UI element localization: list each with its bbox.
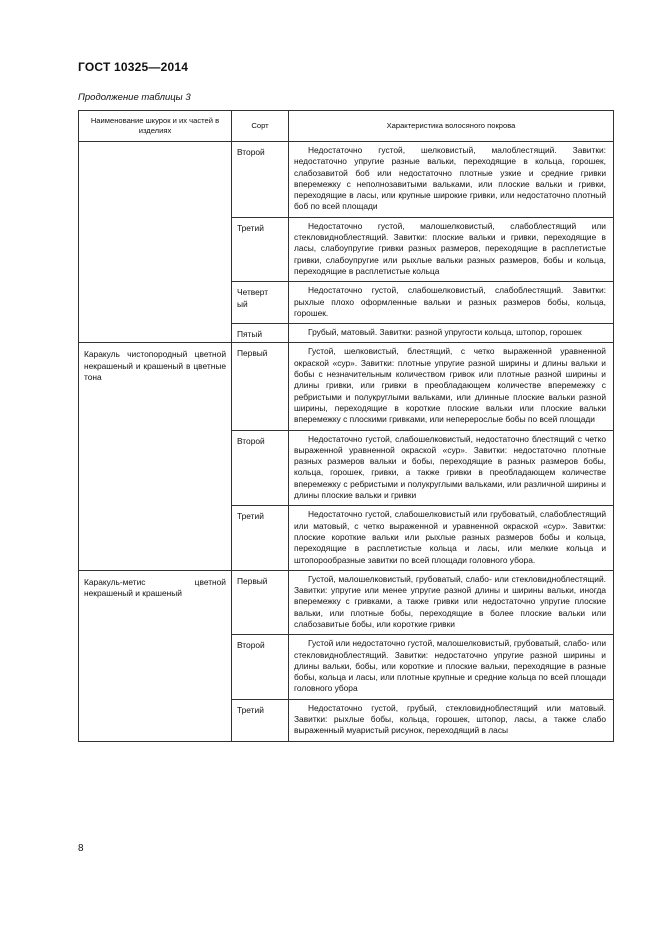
document-header: ГОСТ 10325—2014 (78, 60, 189, 74)
product-name-cell: Каракуль чистопородный цветной некрашеный и крашеный в цветные тона (79, 343, 232, 570)
description-cell: Недостаточно густой, грубый, стекловидноблестящий или матовый. Завитки: рыхлые бобы, кольца, горошек, штопор, ласы, а также слабо выраженный муаристый рисунок, переходящий в ласы (289, 699, 614, 741)
description-cell: Недостаточно густой, слабошелковистый, недостаточно блестящий с четко выраженной уравненной окраской «сур». Завитки: недостаточно плотные разных размеров вальки и бобы, переходящие в разных размеров бобы, кольца, горошек, гривки, а также гривки в преобладающем количестве вперемежку с ребристыми и полукруглыми вальками, или различной ширины и длины плоские вальки и гривки (289, 430, 614, 506)
grade-cell: Второй (232, 142, 289, 218)
grade-cell: Третий (232, 699, 289, 741)
description-cell: Густой, шелковистый, блестящий, с четко выраженной уравненной окраской «сур». Завитки: плотные упругие разной ширины и длины вальки и бобы с незначительным количеством гривок или плотные разной ширины и длины гривки, или гривки в преобладающем количестве вперемежку с ребристыми и полукруглыми вальками, или длинные плоские вальки разной ширины, переходящие в короткие плоские вальки или плоские вальки вперемежку с плоскими гривками, или неперерослые бобы по всей площади (289, 343, 614, 430)
grade-cell: Второй (232, 430, 289, 506)
product-name-cell: Каракуль-метис цветной некрашеный и крашеный (79, 570, 232, 741)
grade-cell: Пятый (232, 324, 289, 343)
description-cell: Недостаточно густой, слабошелковистый или грубоватый, слабоблестящий или матовый, с четко выраженной и уравненной окраской «сур». Завитки: плоские короткие вальки или рыхлые разных размеров бобы и кольца, переходящие в расплетистые кольца и ласы, или мелкие кольца и штопорообразные завитки по всей площади головного убора. (289, 506, 614, 570)
description-cell: Недостаточно густой, шелковистый, малоблестящий. Завитки: недостаточно упругие разные вальки, переходящие в кольца, горошек, слабозавитой боб или недостаточно плотные узкие и средние гривки вперемежку с неполнозавитыми вальками, или плоские вальки и гривки, переходящие в ласы, или крупные широкие гривки, или недостаточно плотный боб по всей площади (289, 142, 614, 218)
characteristics-table (78, 110, 614, 742)
grade-cell (232, 282, 289, 324)
description-cell: Густой, малошелковистый, грубоватый, слабо- или стекловидноблестящий. Завитки: упругие или менее упругие разной длины и ширины вальки, иногда вперемежку с гривками, а также гривки или недостаточно упругие плоские вальки, или плотные бобы, переходящие в более плоские вальки или слабозавитые бобы, или короткие гривки (289, 570, 614, 634)
description-cell: Недостаточно густой, слабошелковистый, слабоблестящий. Завитки: рыхлые плохо оформленные вальки и разных размеров бобы, кольца, горошек. (289, 282, 614, 324)
grade-cell: Второй (232, 635, 289, 699)
header-grade: Сорт (232, 111, 289, 142)
table-row (79, 570, 614, 634)
table-header-row (79, 111, 614, 142)
grade-cell: Третий (232, 217, 289, 281)
table-row (79, 343, 614, 430)
grade-cell: Третий (232, 506, 289, 570)
page-number: 8 (78, 843, 84, 854)
product-name-cell (79, 142, 232, 343)
description-cell: Грубый, матовый. Завитки: разной упругости кольца, штопор, горошек (289, 324, 614, 343)
header-characteristic: Характеристика волосяного покрова (289, 111, 614, 142)
description-cell: Густой или недостаточно густой, малошелковистый, грубоватый, слабо- или стекловидноблестящий. Завитки: недостаточно упругие разной ширины и длины вальки, бобы, или короткие и плоские вальки, переходящие в разные бобы, кольца и ласы, или плотные крупные и средние кольца по всей площади головного убора (289, 635, 614, 699)
grade-text: Четвертый (237, 287, 269, 309)
grade-cell: Первый (232, 570, 289, 634)
table-row (79, 142, 614, 218)
description-cell: Недостаточно густой, малошелковистый, слабоблестящий или стекловидноблестящий. Завитки: плоские вальки и гривки, переходящие в ласы, слабоупругие гривки разных размеров, переходящие в расплетистые гривки, слабоупругие или рыхлые вальки разных размеров, бобы и кольца, переходящие в расплетистые кольца (289, 217, 614, 281)
grade-cell: Первый (232, 343, 289, 430)
header-product-name: Наименование шкурок и их частей в изделиях (79, 111, 232, 142)
table-caption: Продолжение таблицы 3 (78, 92, 191, 103)
